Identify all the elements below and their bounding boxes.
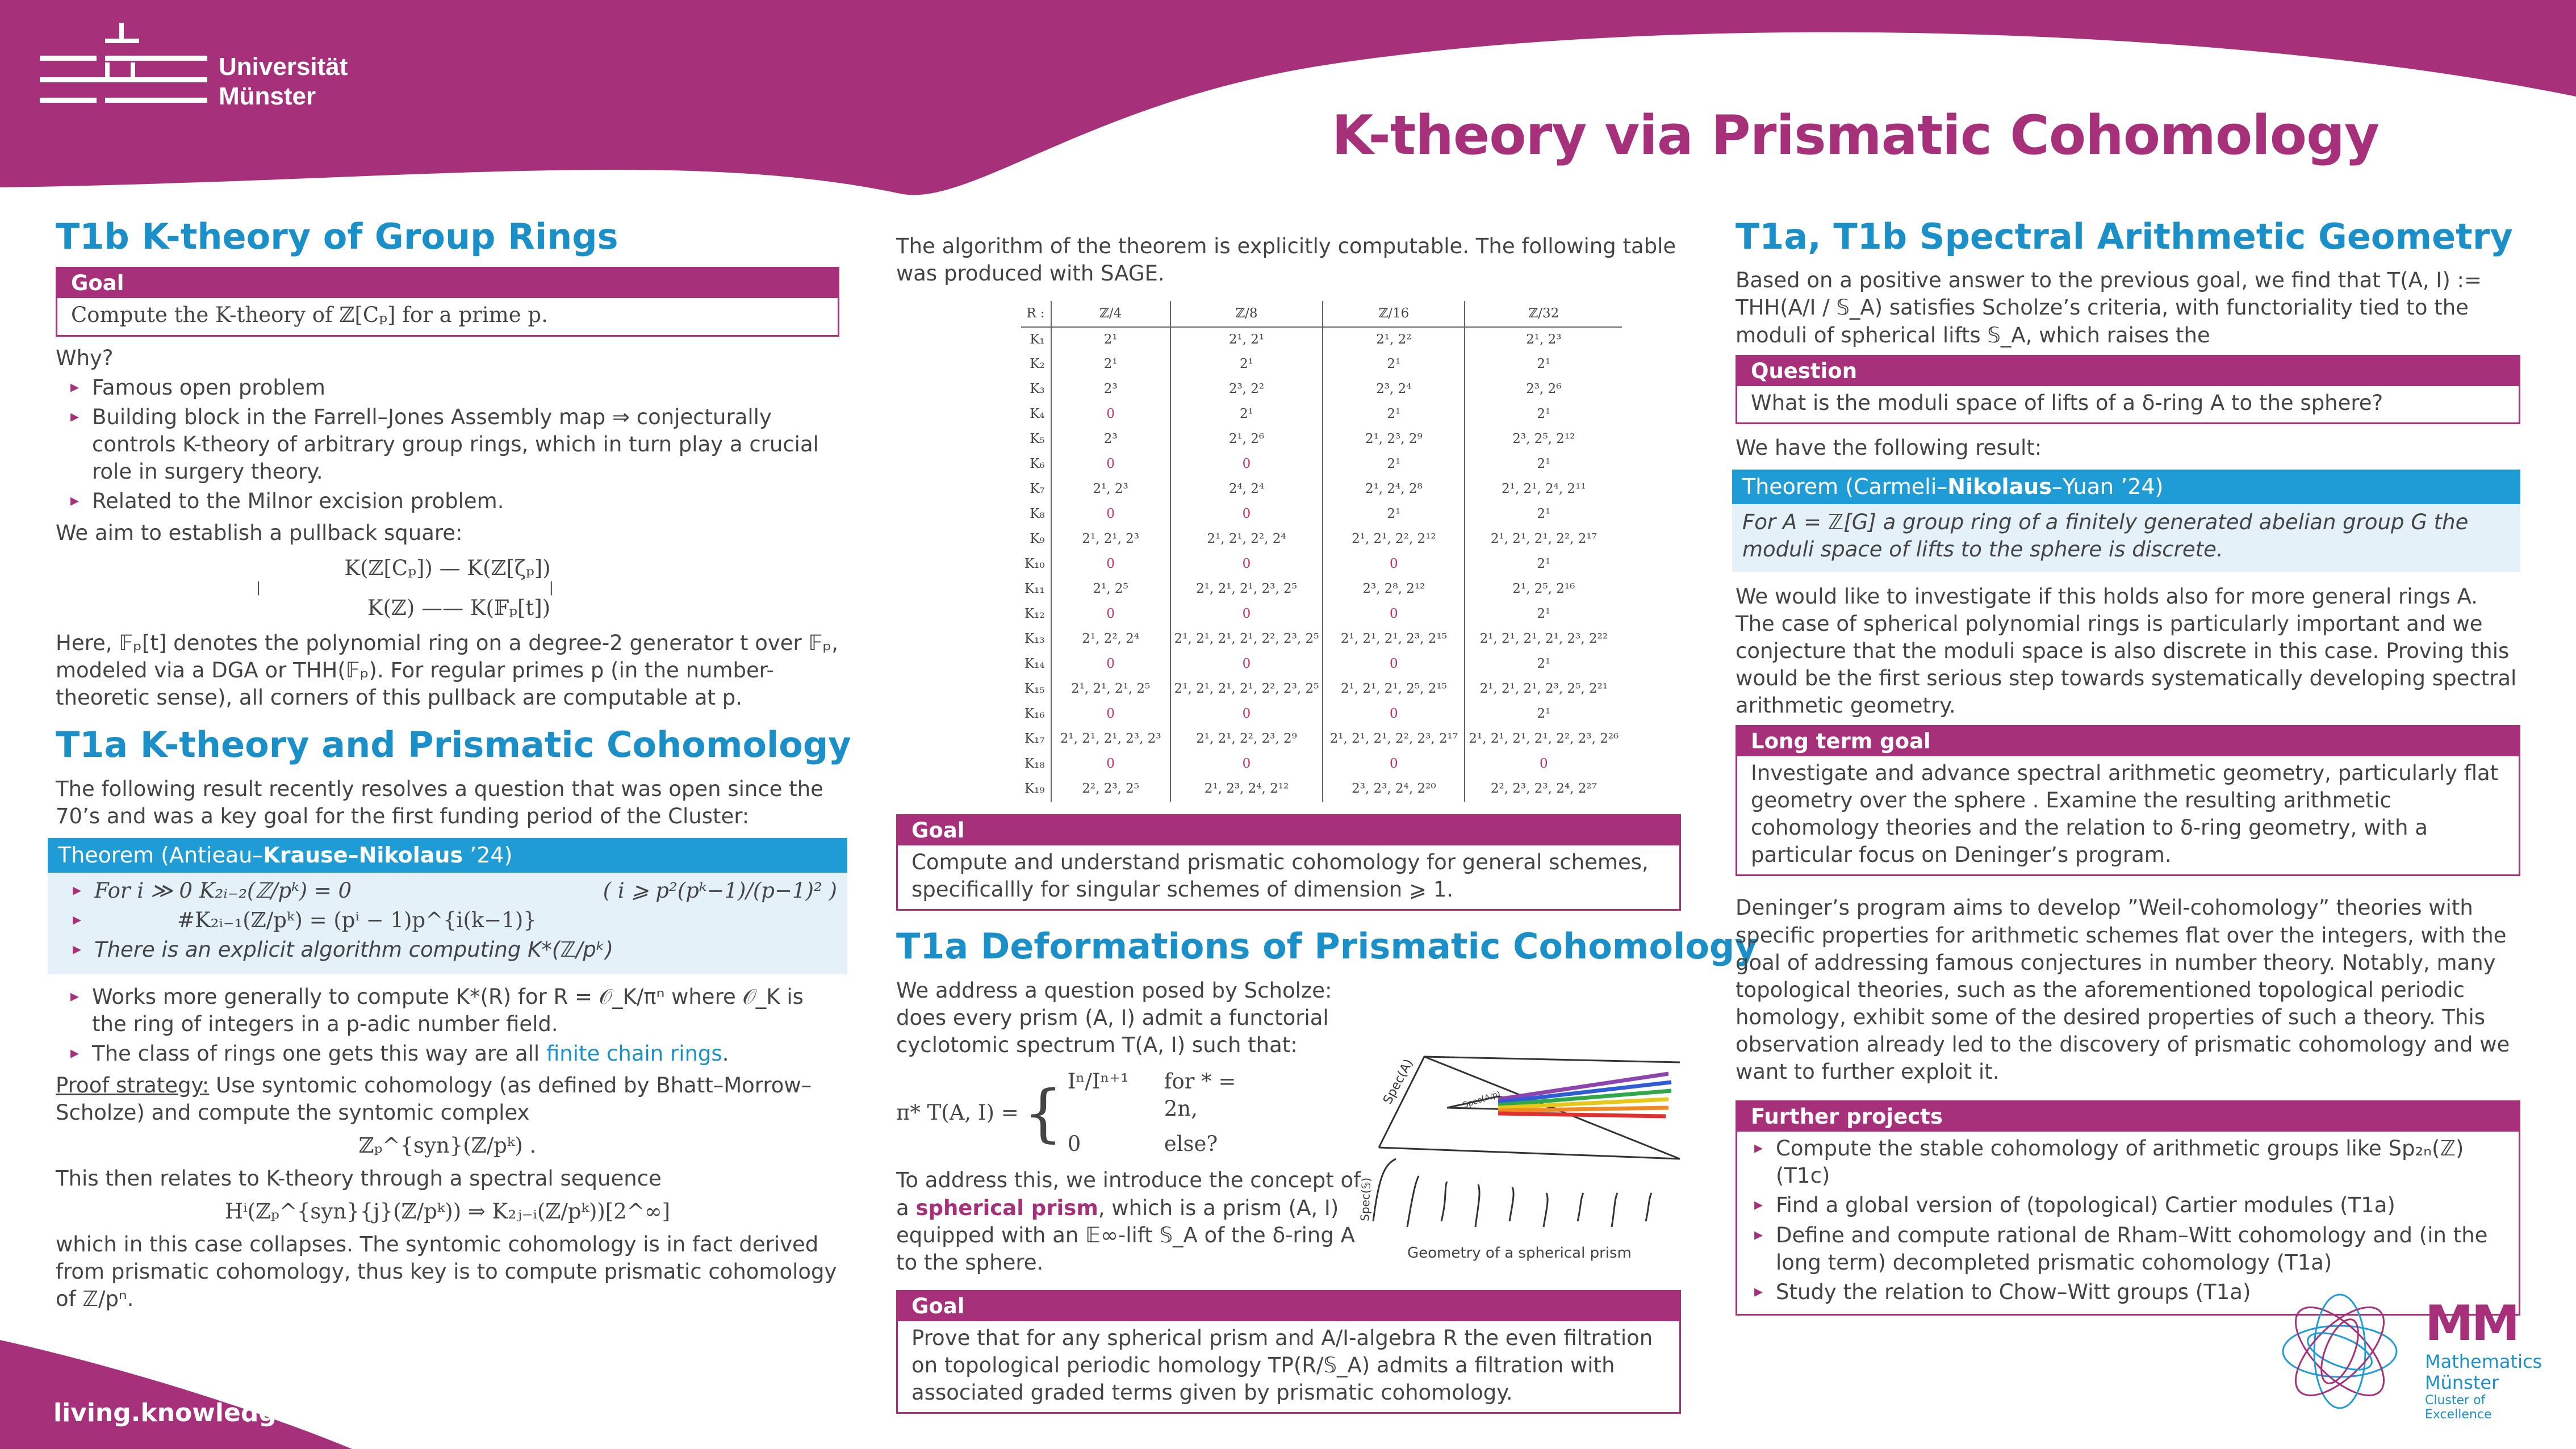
poster-title: K-theory via Prismatic Cohomology (1332, 104, 2379, 167)
table-row (1021, 552, 1622, 577)
table-row (1021, 377, 1622, 402)
table-cell: 0 (1106, 407, 1115, 422)
row-label: K₅ (1021, 427, 1051, 452)
pullback-square-arrows: | | (256, 580, 696, 596)
question-text: We address a question posed by Scholze: does every prism (A, I) admit a functorial cyclotomic spectrum T(A, I) such that: (896, 978, 1332, 1058)
table-cell: 0 (1323, 752, 1465, 777)
table-cell: 2³, 2⁶ (1465, 377, 1622, 402)
table-cell: 2¹ (1465, 552, 1622, 577)
table-intro: The algorithm of the theorem is explicitly computable. The following table was produced with SAGE. (896, 234, 1676, 286)
list-item: ▸ Famous open problem (56, 374, 839, 401)
mm-line3: Cluster of Excellence (2425, 1393, 2492, 1422)
spec-ap-label: Spec(A/p) (1462, 1089, 1502, 1110)
list-item: ▸ Compute the stable cohomology of arithmetic groups like Sp₂ₙ(ℤ) (T1c) (1739, 1135, 2505, 1190)
pi-formula: π* T(A, I) = { Iⁿ/Iⁿ⁺¹ for * = 2n, 0 else? (896, 1069, 1236, 1157)
finite-chain-rings-link[interactable]: finite chain rings (546, 1041, 722, 1066)
table-cell: 2¹, 2¹, 2¹, 2⁵, 2¹⁵ (1323, 677, 1465, 702)
table-cell: 0 (1170, 502, 1323, 527)
table-cell: 2¹, 2³ (1465, 327, 1622, 352)
table-cell: 0 (1170, 452, 1323, 477)
intro-paragraph: Based on a positive answer to the previous goal, we find that T(A, I) := THH(A/I / 𝕊_A) satisfies Scholze’s criteria, with functoriality tied to the moduli of spherical lifts 𝕊_A, which raises the (1736, 268, 2482, 347)
row-label: K₁₈ (1021, 752, 1051, 777)
table-cell: 2³, 2³, 2⁴, 2²⁰ (1323, 777, 1465, 802)
pullback-square-top: K(ℤ[Cₚ]) — K(ℤ[ζₚ]) (344, 556, 551, 581)
spec-s-label: Spec(𝕊) (1358, 1177, 1373, 1222)
row-label: K₁₇ (1021, 727, 1051, 752)
table-cell: 0 (1106, 457, 1115, 472)
why-label: Why? (56, 345, 114, 370)
table-row (1021, 727, 1622, 752)
table-row (1021, 352, 1622, 377)
long-term-goal-text: Investigate and advance spectral arithmetic geometry, particularly flat geometry over the sphere . Examine the resulting arithmetic cohomology theories and the relation to δ-ring geometry, with a particular focus on Deninger’s program. (1751, 761, 2499, 868)
table-cell: 2¹, 2¹, 2¹, 2¹, 2³, 2²² (1465, 627, 1622, 652)
table-cell: 2³ (1103, 432, 1118, 447)
table-cell: 0 (1106, 656, 1115, 672)
aim-text: We aim to establish a pullback square: (56, 521, 463, 546)
table-cell: 2¹ (1465, 652, 1622, 677)
table-cell: 2¹ (1465, 402, 1622, 427)
table-cell: 2¹, 2¹, 2¹, 2³, 2⁵ (1170, 577, 1323, 602)
list-item: ▸ Study the relation to Chow–Witt groups (T1a) (1739, 1279, 2505, 1306)
table-cell: 2¹, 2¹, 2¹, 2¹, 2², 2³, 2⁵ (1170, 627, 1323, 652)
table-cell: 2¹, 2¹, 2¹, 2², 2³, 2¹⁷ (1323, 727, 1465, 752)
table-cell: 0 (1106, 606, 1115, 622)
table-cell: 0 (1170, 602, 1323, 627)
goal-box-text: Prove that for any spherical prism and A/I-algebra R the even filtration on topological periodic homology TP(R/𝕊_A) admits a filtration with associated graded terms given by prismatic cohomology. (911, 1325, 1653, 1405)
table-row (1021, 602, 1622, 627)
table-cell: 2¹ (1323, 352, 1465, 377)
table-cell: 2¹ (1170, 352, 1323, 377)
list-item: ▸ Building block in the Farrell–Jones Assembly map ⇒ conjecturally controls K-theory of arbitrary group rings, which in turn play a crucial role in surgery theory. (56, 404, 839, 485)
table-cell: 0 (1106, 756, 1115, 772)
table-cell: 0 (1106, 706, 1115, 722)
goal-box-heading: Goal (898, 816, 1679, 845)
table-row (1021, 627, 1622, 652)
row-label: K₉ (1021, 527, 1051, 552)
table-cell: 2³, 2⁵, 2¹² (1465, 427, 1622, 452)
pullback-square-bottom: K(ℤ) —— K(𝔽ₚ[t]) (367, 595, 551, 620)
section-heading-group-rings: T1b K-theory of Group Rings (56, 216, 618, 257)
theorem-heading: Theorem (Carmeli–Nikolaus–Yuan ’24) (1732, 470, 2520, 504)
question-box (1736, 355, 2520, 424)
list-item: ▸ Works more generally to compute K*(R) for R = 𝒪_K/πⁿ where 𝒪_K is the ring of integers in a p-adic number field. (56, 983, 839, 1038)
question-box-heading: Question (1737, 357, 2519, 386)
list-item: ▸ Related to the Milnor excision problem. (56, 488, 839, 515)
row-label: K₃ (1021, 377, 1051, 402)
have-text: We have the following result: (1736, 435, 2042, 460)
row-label: K₁₄ (1021, 652, 1051, 677)
table-cell: 2¹ (1465, 452, 1622, 477)
goal-box-heading: Goal (898, 1292, 1679, 1321)
list-item: ▸ Define and compute rational de Rham–Witt cohomology and (in the long term) decompleted prismatic cohomology (T1a) (1739, 1222, 2505, 1276)
spec-a-label: Spec(A) (1381, 1057, 1416, 1107)
section-heading-deformations: T1a Deformations of Prismatic Cohomology (896, 925, 1758, 968)
table-cell: 2¹, 2³, 2⁴, 2¹² (1170, 777, 1323, 802)
table-cell: 2¹, 2⁵, 2¹⁶ (1465, 577, 1622, 602)
goal-box-text: Compute the K-theory of ℤ[Cₚ] for a prime p. (71, 303, 548, 328)
table-cell: 2¹ (1465, 702, 1622, 727)
table-cell: 2¹, 2³, 2⁹ (1323, 427, 1465, 452)
row-label: K₇ (1021, 477, 1051, 502)
syntomic-formula: ℤₚ^{syn}(ℤ/pᵏ) . (358, 1133, 537, 1158)
table-row (1021, 702, 1622, 727)
long-term-goal-heading: Long term goal (1737, 727, 2519, 756)
table-row (1021, 402, 1622, 427)
table-row (1021, 652, 1622, 677)
mm-line1: Mathematics (2425, 1351, 2542, 1372)
table-cell: 2¹ (1323, 502, 1465, 527)
row-label: K₁₃ (1021, 627, 1051, 652)
table-cell: 0 (1106, 556, 1115, 572)
table-cell: 2¹ (1323, 452, 1465, 477)
table-cell: 2¹, 2¹, 2¹, 2², 2¹⁷ (1465, 527, 1622, 552)
spherical-prism-text: To address this, we introduce the concept of a spherical prism, which is a prism (A, I) equipped with an 𝔼∞-lift 𝕊_A of the δ-ring A to the sphere. (896, 1168, 1361, 1275)
row-label: K₆ (1021, 452, 1051, 477)
here-paragraph: Here, 𝔽ₚ[t] denotes the polynomial ring on a degree-2 generator t over 𝔽ₚ, modeled via a DGA or THH(𝔽ₚ). For regular primes p (in the number-theoretic sense), all corners of this pullback are computable at p. (56, 631, 839, 710)
works-list (56, 983, 839, 1067)
further-projects-heading: Further projects (1737, 1102, 2519, 1132)
theorem-heading: Theorem (Antieau–Krause–Nikolaus ’24) (48, 838, 847, 873)
table-row (1021, 477, 1622, 502)
university-name-line1: Universität (219, 53, 348, 81)
table-cell: 2¹, 2², 2⁴ (1082, 631, 1140, 647)
table-cell: 2¹, 2¹, 2², 2¹² (1323, 527, 1465, 552)
mm-line2: Münster (2425, 1371, 2499, 1393)
row-label: K₄ (1021, 402, 1051, 427)
table-cell: 2¹, 2¹, 2¹, 2¹, 2², 2³, 2²⁶ (1465, 727, 1622, 752)
goal-box-heading: Goal (57, 269, 838, 298)
intro-paragraph: The following result recently resolves a question that was open since the 70’s and was a key goal for the first funding period of the Cluster: (56, 776, 823, 828)
table-cell: 2¹, 2¹, 2¹, 2¹, 2², 2³, 2⁵ (1170, 677, 1323, 702)
theorem-box-akn (48, 838, 847, 974)
footer-slogan: living.knowledge (53, 1398, 294, 1427)
table-row (1021, 777, 1622, 802)
table-cell: 0 (1106, 506, 1115, 522)
table-cell: 2³, 2² (1170, 377, 1323, 402)
goal-box-prismatic (896, 814, 1681, 911)
table-cell: 2¹, 2⁶ (1170, 427, 1323, 452)
row-label: K₁₅ (1021, 677, 1051, 702)
table-cell: 0 (1323, 652, 1465, 677)
list-item: ▸ Find a global version of (topological) Cartier modules (T1a) (1739, 1192, 2505, 1219)
table-cell: 2¹, 2¹, 2², 2³, 2⁹ (1170, 727, 1323, 752)
table-cell: 2³, 2⁸, 2¹² (1323, 577, 1465, 602)
long-term-goal-box (1736, 725, 2520, 876)
table-cell: 2¹, 2¹, 2⁴, 2¹¹ (1465, 477, 1622, 502)
row-label: K₈ (1021, 502, 1051, 527)
table-cell: 0 (1170, 652, 1323, 677)
table-row (1021, 452, 1622, 477)
relates-text: This then relates to K-theory through a spectral sequence (56, 1166, 662, 1191)
table-row (1021, 677, 1622, 702)
table-cell: 2¹ (1103, 332, 1118, 347)
table-cell: 2³, 2⁴ (1323, 377, 1465, 402)
table-cell: 2¹, 2¹, 2¹, 2³, 2³ (1060, 731, 1161, 747)
spectral-sequence-formula: Hⁱ(ℤₚ^{syn}{j}(ℤ/pᵏ)) ⇒ K₂ⱼ₋ᵢ(ℤ/pᵏ))[2^∞] (224, 1199, 671, 1224)
row-label: K₁₉ (1021, 777, 1051, 802)
table-cell: 2¹, 2¹, 2¹, 2⁵ (1070, 681, 1151, 697)
row-label: K₁₆ (1021, 702, 1051, 727)
section-heading-spectral: T1a, T1b Spectral Arithmetic Geometry (1736, 216, 2513, 257)
row-label: K₁₀ (1021, 552, 1051, 577)
column-right (1736, 216, 2520, 1324)
university-name-line2: Münster (219, 82, 316, 110)
mm-letters: MM (2425, 1295, 2518, 1352)
theorem-item: ▸ There is an explicit algorithm computing K*(ℤ/pᵏ) (58, 936, 837, 964)
table-cell: 2⁴, 2⁴ (1170, 477, 1323, 502)
table-cell: 2¹ (1465, 502, 1622, 527)
column-left (56, 216, 851, 1316)
deninger-text: Deninger’s program aims to develop ”Weil-cohomology” theories with specific properties for arithmetic schemes flat over the integers, with the goal of addressing famous conjectures in number theory. Notably, many topological theories, such as the aforementioned topological periodic homology, exhibit some of the desired properties of such a theory. This observation already led to the discovery of prismatic cohomology and we want to further exploit it. (1736, 895, 2510, 1084)
table-cell: 2¹, 2³ (1093, 481, 1128, 497)
section-heading-prismatic: T1a K-theory and Prismatic Cohomology (56, 724, 851, 766)
column-middle (896, 233, 1758, 1422)
investigate-text: We would like to investigate if this holds also for more general rings A. The case of spherical polynomial rings is particularly important and we conjecture that the moduli space is also discrete in this case. Proving this would be the first serious step towards systematically developing spectral arithmetic geometry. (1736, 584, 2517, 718)
spherical-prism-figure (1358, 989, 1680, 1238)
table-cell: 2¹, 2¹, 2¹, 2³, 2¹⁵ (1323, 627, 1465, 652)
table-cell: 2¹, 2² (1323, 327, 1465, 352)
table-row (1021, 327, 1622, 352)
figure-caption: Geometry of a spherical prism (1407, 1244, 1632, 1262)
table-cell: 0 (1323, 602, 1465, 627)
theorem-box-cny (1732, 470, 2520, 572)
table-cell: 2², 2³, 2⁵ (1082, 781, 1140, 797)
theorem-item: ▸ For i ≫ 0 K₂ᵢ₋₂(ℤ/pᵏ) = 0 ( i ⩾ p²(pᵏ−1)/(p−1)² ) (58, 877, 837, 904)
why-list (56, 374, 839, 515)
proof-strategy: Proof strategy: Use syntomic cohomology (as defined by Bhatt–Morrow–Scholze) and compute the syntomic complex (56, 1073, 812, 1125)
table-cell: 2¹ (1103, 357, 1118, 372)
table-cell: 0 (1323, 702, 1465, 727)
goal-box (56, 267, 839, 336)
table-cell: 2¹, 2¹ (1170, 327, 1323, 352)
table-cell: 2¹, 2¹, 2³ (1082, 531, 1140, 547)
further-projects-list (1739, 1135, 2505, 1306)
table-cell: 2³ (1103, 382, 1118, 397)
list-item: ▸ The class of rings one gets this way are all finite chain rings. (56, 1040, 839, 1067)
table-row (1021, 752, 1622, 777)
table-cell: 2¹, 2¹, 2¹, 2³, 2⁵, 2²¹ (1465, 677, 1622, 702)
theorem-text: For A = ℤ[G] a group ring of a finitely generated abelian group G the moduli space of lifts to the sphere is discrete. (1732, 504, 2520, 571)
table-cell: 2², 2³, 2³, 2⁴, 2²⁷ (1465, 777, 1622, 802)
table-cell: 2¹, 2⁴, 2⁸ (1323, 477, 1465, 502)
mathematics-muenster-logo (2272, 1283, 2544, 1422)
table-cell: 2¹ (1170, 402, 1323, 427)
spherical-prism-term: spherical prism (915, 1195, 1098, 1220)
table-cell: 2¹, 2¹, 2², 2⁴ (1170, 527, 1323, 552)
table-row (1021, 527, 1622, 552)
table-cell: 2¹, 2⁵ (1093, 581, 1128, 597)
university-logo (40, 23, 380, 119)
row-label: K₁₁ (1021, 577, 1051, 602)
theorem-formula: ▸ #K₂ᵢ₋₁(ℤ/pᵏ) = (pⁱ − 1)p^{i(k−1)} (58, 907, 837, 934)
table-cell: 0 (1323, 552, 1465, 577)
table-row (1021, 427, 1622, 452)
k-theory-table (1021, 301, 1622, 802)
table-header-row: R : ℤ/4 ℤ/8 ℤ/16 ℤ/32 (1021, 301, 1622, 327)
table-row (1021, 502, 1622, 527)
rosette-icon (2272, 1283, 2408, 1419)
table-cell: 0 (1170, 702, 1323, 727)
row-label: K₁ (1021, 327, 1051, 352)
row-label: K₁₂ (1021, 602, 1051, 627)
row-label: K₂ (1021, 352, 1051, 377)
table-cell: 2¹ (1465, 602, 1622, 627)
table-cell: 2¹ (1323, 402, 1465, 427)
table-cell: 0 (1170, 752, 1323, 777)
table-cell: 0 (1465, 752, 1622, 777)
goal-box-spherical (896, 1290, 1681, 1414)
collapses-text: which in this case collapses. The syntomic cohomology is in fact derived from prismatic cohomology, thus key is to compute prismatic cohomology of ℤ/pⁿ. (56, 1232, 837, 1312)
question-box-text: What is the moduli space of lifts of a δ-ring A to the sphere? (1751, 390, 2383, 415)
table-cell: 2¹ (1465, 352, 1622, 377)
table-cell: 0 (1170, 552, 1323, 577)
table-row (1021, 577, 1622, 602)
goal-box-text: Compute and understand prismatic cohomology for general schemes, specificallly for singular schemes of dimension ⩾ 1. (911, 850, 1649, 902)
